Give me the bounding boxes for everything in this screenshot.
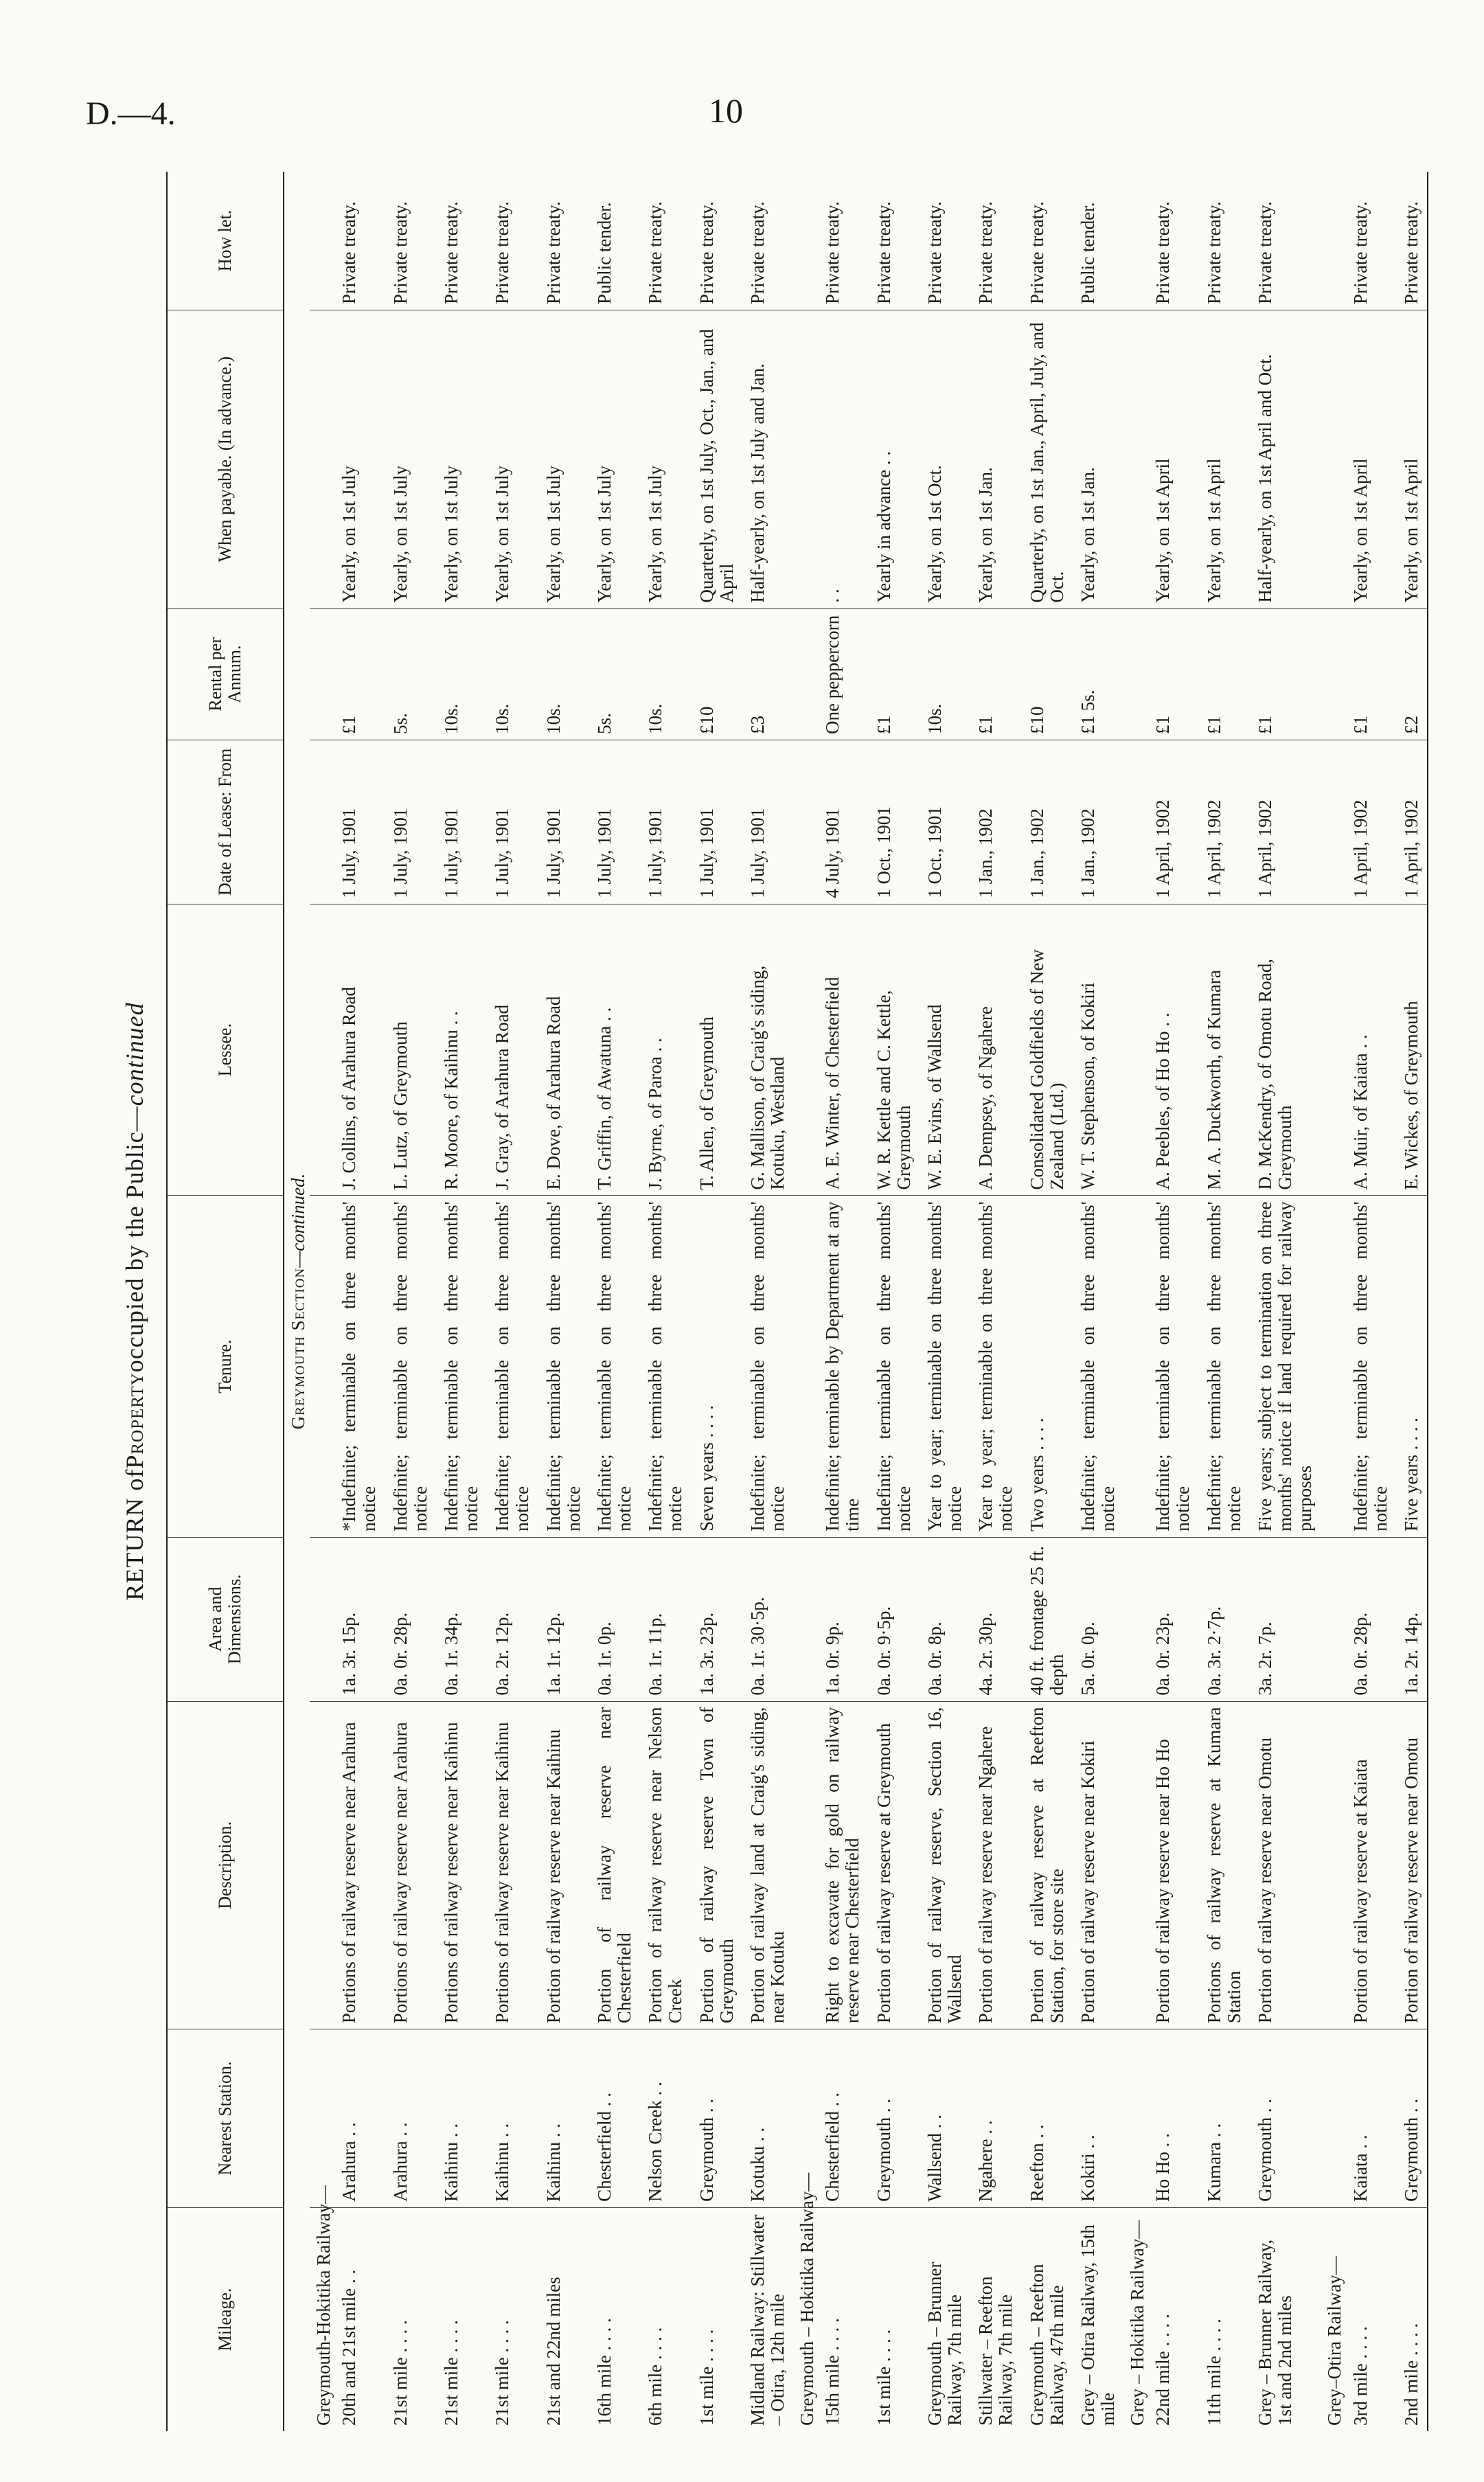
column-header: Nearest Station. bbox=[167, 2029, 284, 2208]
payable-cell: . . bbox=[817, 310, 868, 608]
rental-cell: £10 bbox=[1022, 608, 1073, 740]
column-header: When payable. (In advance.) bbox=[167, 310, 284, 608]
tenure-cell: Indefinite; terminable on three months' notice bbox=[538, 1196, 589, 1537]
area-cell: 0a. 0r. 28p. bbox=[385, 1537, 436, 1701]
mileage-cell: 1st mile . . . . bbox=[873, 2329, 894, 2426]
area-cell: 1a. 3r. 23p. bbox=[692, 1537, 742, 1701]
area-cell: 0a. 1r. 34p. bbox=[436, 1537, 487, 1701]
lessee-cell: A. Dempsey, of Ngahere bbox=[970, 904, 1021, 1196]
station-cell: Kokiri . . bbox=[1073, 2029, 1123, 2208]
date-cell: 1 April, 1902 bbox=[1396, 740, 1428, 904]
empty-cell bbox=[793, 310, 817, 608]
description-cell: Portion of railway reserve at Kaiata bbox=[1345, 1701, 1396, 2029]
mileage-cell: Greymouth – Brunner Railway, 7th mile bbox=[924, 2262, 966, 2426]
mileage-cell: 21st mile . . . . bbox=[440, 2320, 461, 2426]
table-row bbox=[1148, 172, 1198, 2431]
description-cell: Portion of railway reserve near Nelson Creek bbox=[640, 1701, 691, 2029]
empty-cell bbox=[1321, 1537, 1345, 1701]
area-cell: 1a. 1r. 12p. bbox=[538, 1537, 589, 1701]
empty-cell bbox=[1123, 1701, 1148, 2029]
mileage-cell: Midland Railway: Stillwater – Otira, 12th mile bbox=[746, 2214, 788, 2426]
date-cell: 1 April, 1902 bbox=[1148, 740, 1198, 904]
mileage-cell: 21st mile . . . . bbox=[389, 2320, 411, 2426]
date-cell: 1 July, 1901 bbox=[538, 740, 589, 904]
table-row bbox=[1250, 172, 1321, 2431]
rental-cell: £1 bbox=[970, 608, 1021, 740]
rental-cell: 10s. bbox=[436, 608, 487, 740]
station-cell: Nelson Creek . . bbox=[640, 2029, 691, 2208]
rental-cell: £2 bbox=[1396, 608, 1428, 740]
station-cell: Ngahere . . bbox=[970, 2029, 1021, 2208]
document-code: D.—4. bbox=[86, 95, 176, 132]
date-cell: 1 Jan., 1902 bbox=[1073, 740, 1123, 904]
payable-cell: Quarterly, on 1st Jan., April, July, and Oct. bbox=[1022, 310, 1073, 608]
empty-cell bbox=[310, 740, 334, 904]
empty-cell bbox=[1321, 1701, 1345, 2029]
payable-cell: Half-yearly, on 1st April and Oct. bbox=[1250, 310, 1321, 608]
tenure-cell: Year to year; terminable on three months' notice bbox=[920, 1196, 970, 1537]
date-cell: 1 April, 1902 bbox=[1199, 740, 1250, 904]
mileage-cell: 21st and 22nd miles bbox=[543, 2277, 564, 2426]
station-cell: Chesterfield . . bbox=[817, 2029, 868, 2208]
empty-cell bbox=[1123, 172, 1148, 310]
description-cell: Portion of railway reserve near Ho Ho bbox=[1148, 1701, 1198, 2029]
tenure-cell: *Indefinite; terminable on three months' notice bbox=[334, 1196, 385, 1537]
railway-group-label: Grey – Hokitika Railway— bbox=[1127, 2220, 1148, 2426]
column-header: Tenure. bbox=[167, 1196, 284, 1537]
payable-cell: Yearly, on 1st July bbox=[385, 310, 436, 608]
empty-cell bbox=[310, 310, 334, 608]
rental-cell: 5s. bbox=[385, 608, 436, 740]
tenure-cell: Indefinite; terminable on three months' notice bbox=[1199, 1196, 1250, 1537]
column-header: Area and Dimensions. bbox=[167, 1537, 284, 1701]
date-cell: 1 July, 1901 bbox=[385, 740, 436, 904]
area-cell: 0a. 1r. 0p. bbox=[589, 1537, 640, 1701]
empty-cell bbox=[1123, 1196, 1148, 1537]
payable-cell: Yearly, on 1st Oct. bbox=[920, 310, 970, 608]
empty-cell bbox=[1321, 1196, 1345, 1537]
date-cell: 1 July, 1901 bbox=[640, 740, 691, 904]
date-cell: 1 July, 1901 bbox=[436, 740, 487, 904]
station-cell: Kaihinu . . bbox=[538, 2029, 589, 2208]
empty-cell bbox=[310, 1196, 334, 1537]
description-cell: Portion of railway reserve at Greymouth bbox=[869, 1701, 920, 2029]
tenure-cell: Indefinite; terminable on three months' notice bbox=[640, 1196, 691, 1537]
column-header: Date of Lease: From bbox=[167, 740, 284, 904]
description-cell: Portion of railway reserve near Ngahere bbox=[970, 1701, 1021, 2029]
lessee-cell: E. Dove, of Arahura Road bbox=[538, 904, 589, 1196]
date-cell: 1 July, 1901 bbox=[692, 740, 742, 904]
table-row bbox=[640, 172, 691, 2431]
howlet-cell: Private treaty. bbox=[742, 172, 793, 310]
rental-cell: 10s. bbox=[640, 608, 691, 740]
tenure-cell: Five years; subject to termination on three months' notice if land required for railway purposes bbox=[1250, 1196, 1321, 1537]
lessee-cell: W. E. Evins, of Wallsend bbox=[920, 904, 970, 1196]
lessee-cell: G. Mallison, of Craig's siding, Kotuku, Westland bbox=[742, 904, 793, 1196]
lessee-cell: E. Wickes, of Greymouth bbox=[1396, 904, 1428, 1196]
lessee-cell: J. Byrne, of Paroa . . bbox=[640, 904, 691, 1196]
station-cell: Greymouth . . bbox=[1396, 2029, 1428, 2208]
table-row bbox=[970, 172, 1021, 2431]
rental-cell: £1 bbox=[869, 608, 920, 740]
mileage-cell: 22nd mile . . . . bbox=[1152, 2314, 1174, 2426]
railway-group-row bbox=[1123, 172, 1148, 2431]
section-continued: —continued. bbox=[288, 1173, 308, 1268]
description-cell: Portion of railway reserve near Omotu bbox=[1250, 1701, 1321, 2029]
payable-cell: Yearly, on 1st April bbox=[1345, 310, 1396, 608]
station-cell: Arahura . . bbox=[385, 2029, 436, 2208]
date-cell: 1 Jan., 1902 bbox=[1022, 740, 1073, 904]
table-row bbox=[385, 172, 436, 2431]
rental-cell: £1 bbox=[1345, 608, 1396, 740]
table-row bbox=[1073, 172, 1123, 2431]
railway-group-label: Greymouth-Hokitika Railway— bbox=[313, 2185, 334, 2426]
lessee-cell: J. Gray, of Arahura Road bbox=[487, 904, 538, 1196]
empty-cell bbox=[310, 904, 334, 1196]
table-row bbox=[1022, 172, 1073, 2431]
area-cell: 0a. 0r. 23p. bbox=[1148, 1537, 1198, 1701]
tenure-cell: Indefinite; terminable on three months' notice bbox=[436, 1196, 487, 1537]
lessee-cell: A. Muir, of Kaiata . . bbox=[1345, 904, 1396, 1196]
area-cell: 5a. 0r. 0p. bbox=[1073, 1537, 1123, 1701]
lessee-cell: A. E. Winter, of Chesterfield bbox=[817, 904, 868, 1196]
table-title bbox=[103, 172, 166, 2431]
empty-cell bbox=[1321, 172, 1345, 310]
howlet-cell: Private treaty. bbox=[1022, 172, 1073, 310]
area-cell: 0a. 1r. 11p. bbox=[640, 1537, 691, 1701]
empty-cell bbox=[793, 172, 817, 310]
railway-group-label: Grey–Otira Railway— bbox=[1324, 2256, 1345, 2426]
howlet-cell: Private treaty. bbox=[538, 172, 589, 310]
empty-cell bbox=[793, 904, 817, 1196]
area-cell: 0a. 0r. 8p. bbox=[920, 1537, 970, 1701]
tenure-cell: Indefinite; terminable on three months' notice bbox=[385, 1196, 436, 1537]
station-cell: Greymouth . . bbox=[692, 2029, 742, 2208]
rental-cell: £1 5s. bbox=[1073, 608, 1123, 740]
empty-cell bbox=[310, 608, 334, 740]
howlet-cell: Private treaty. bbox=[640, 172, 691, 310]
section-heading bbox=[284, 172, 310, 2431]
rental-cell: 10s. bbox=[487, 608, 538, 740]
date-cell: 1 April, 1902 bbox=[1250, 740, 1321, 904]
date-cell: 4 July, 1901 bbox=[817, 740, 868, 904]
howlet-cell: Private treaty. bbox=[436, 172, 487, 310]
column-header: Rental per Annum. bbox=[167, 608, 284, 740]
table-row bbox=[869, 172, 920, 2431]
description-cell: Portions of railway reserve near Kaihinu bbox=[487, 1701, 538, 2029]
column-header: Mileage. bbox=[167, 2207, 284, 2431]
table-row bbox=[1345, 172, 1396, 2431]
rental-cell: £1 bbox=[334, 608, 385, 740]
mileage-cell: 6th mile . . . . bbox=[645, 2327, 666, 2426]
tenure-cell: Five years . . . . bbox=[1396, 1196, 1428, 1537]
date-cell: 1 April, 1902 bbox=[1345, 740, 1396, 904]
table-row bbox=[692, 172, 742, 2431]
howlet-cell: Private treaty. bbox=[817, 172, 868, 310]
description-cell: Portion of railway reserve at Reefton Station, for store site bbox=[1022, 1701, 1073, 2029]
mileage-cell: 11th mile . . . . bbox=[1203, 2319, 1224, 2426]
description-cell: Portions of railway reserve at Kumara Station bbox=[1199, 1701, 1250, 2029]
payable-cell: Yearly, on 1st July bbox=[334, 310, 385, 608]
description-cell: Portion of railway reserve, Section 16, Wallsend bbox=[920, 1701, 970, 2029]
rental-cell: £10 bbox=[692, 608, 742, 740]
title-smallcaps: Property bbox=[121, 1372, 148, 1469]
howlet-cell: Private treaty. bbox=[869, 172, 920, 310]
mileage-cell: 20th and 21st mile . . bbox=[339, 2269, 360, 2426]
column-header: How let. bbox=[167, 172, 284, 310]
payable-cell: Half-yearly, on 1st July and Jan. bbox=[742, 310, 793, 608]
empty-cell bbox=[1123, 740, 1148, 904]
tenure-cell: Indefinite; terminable on three months' notice bbox=[487, 1196, 538, 1537]
payable-cell: Yearly, on 1st April bbox=[1396, 310, 1428, 608]
howlet-cell: Private treaty. bbox=[1345, 172, 1396, 310]
date-cell: 1 Oct., 1901 bbox=[920, 740, 970, 904]
description-cell: Portions of railway reserve near Kaihinu bbox=[436, 1701, 487, 2029]
description-cell: Portion of railway reserve near Kokiri bbox=[1073, 1701, 1123, 2029]
area-cell: 3a. 2r. 7p. bbox=[1250, 1537, 1321, 1701]
area-cell: 1a. 3r. 15p. bbox=[334, 1537, 385, 1701]
lessee-cell: D. McKendry, of Omotu Road, Greymouth bbox=[1250, 904, 1321, 1196]
lessee-cell: W. T. Stephenson, of Kokiri bbox=[1073, 904, 1123, 1196]
property-return-table bbox=[166, 172, 1428, 2431]
tenure-cell: Indefinite; terminable on three months' notice bbox=[1148, 1196, 1198, 1537]
date-cell: 1 July, 1901 bbox=[334, 740, 385, 904]
payable-cell: Yearly, on 1st Jan. bbox=[1073, 310, 1123, 608]
howlet-cell: Private treaty. bbox=[1148, 172, 1198, 310]
empty-cell bbox=[310, 172, 334, 310]
railway-group-row bbox=[310, 172, 334, 2431]
empty-cell bbox=[1123, 2029, 1148, 2208]
date-cell: 1 July, 1901 bbox=[589, 740, 640, 904]
howlet-cell: Private treaty. bbox=[385, 172, 436, 310]
empty-cell bbox=[793, 1537, 817, 1701]
payable-cell: Yearly, on 1st April bbox=[1148, 310, 1198, 608]
description-cell: Portions of railway reserve near Arahura bbox=[334, 1701, 385, 2029]
description-cell: Portion of railway reserve Town of Greymouth bbox=[692, 1701, 742, 2029]
howlet-cell: Private treaty. bbox=[1396, 172, 1428, 310]
area-cell: 1a. 0r. 9p. bbox=[817, 1537, 868, 1701]
table-body bbox=[284, 172, 1428, 2431]
table-row bbox=[538, 172, 589, 2431]
mileage-cell: Greymouth – Reefton Railway, 47th mile bbox=[1026, 2264, 1067, 2426]
howlet-cell: Private treaty. bbox=[920, 172, 970, 310]
howlet-cell: Private treaty. bbox=[970, 172, 1021, 310]
rental-cell: 10s. bbox=[538, 608, 589, 740]
description-cell: Right to excavate for gold on railway reserve near Chesterfield bbox=[817, 1701, 868, 2029]
mileage-cell: Grey – Brunner Railway, 1st and 2nd miles bbox=[1254, 2239, 1296, 2426]
rental-cell: £1 bbox=[1148, 608, 1198, 740]
station-cell: Wallsend . . bbox=[920, 2029, 970, 2208]
rental-cell: One peppercorn bbox=[817, 608, 868, 740]
empty-cell bbox=[1321, 904, 1345, 1196]
rental-cell: £1 bbox=[1250, 608, 1321, 740]
payable-cell: Yearly, on 1st Jan. bbox=[970, 310, 1021, 608]
mileage-cell: 15th mile . . . . bbox=[822, 2318, 843, 2426]
date-cell: 1 Jan., 1902 bbox=[970, 740, 1021, 904]
table-row bbox=[817, 172, 868, 2431]
payable-cell: Yearly, on 1st April bbox=[1199, 310, 1250, 608]
column-header: Description. bbox=[167, 1701, 284, 2029]
area-cell: 1a. 2r. 14p. bbox=[1396, 1537, 1428, 1701]
title-prefix: RETURN of bbox=[121, 1468, 148, 1601]
tenure-cell: Two years . . . . bbox=[1022, 1196, 1073, 1537]
tenure-cell: Year to year; terminable on three months' notice bbox=[970, 1196, 1021, 1537]
howlet-cell: Public tender. bbox=[1073, 172, 1123, 310]
empty-cell bbox=[1321, 310, 1345, 608]
mileage-cell: 1st mile . . . . bbox=[696, 2329, 717, 2426]
section-heading-row bbox=[284, 172, 310, 2431]
howlet-cell: Private treaty. bbox=[1250, 172, 1321, 310]
table-row bbox=[742, 172, 793, 2431]
date-cell: 1 Oct., 1901 bbox=[869, 740, 920, 904]
area-cell: 0a. 0r. 28p. bbox=[1345, 1537, 1396, 1701]
empty-cell bbox=[1123, 1537, 1148, 1701]
station-cell: Arahura . . bbox=[334, 2029, 385, 2208]
station-cell: Kotuku . . bbox=[742, 2029, 793, 2208]
table-row bbox=[920, 172, 970, 2431]
empty-cell bbox=[1123, 608, 1148, 740]
lessee-cell: Consolidated Goldfields of New Zealand (Ltd.) bbox=[1022, 904, 1073, 1196]
payable-cell: Yearly, on 1st July bbox=[640, 310, 691, 608]
station-cell: Greymouth . . bbox=[1250, 2029, 1321, 2208]
rental-cell: 10s. bbox=[920, 608, 970, 740]
payable-cell: Yearly, on 1st July bbox=[538, 310, 589, 608]
howlet-cell: Private treaty. bbox=[1199, 172, 1250, 310]
payable-cell: Yearly, on 1st July bbox=[589, 310, 640, 608]
howlet-cell: Private treaty. bbox=[334, 172, 385, 310]
station-cell: Ho Ho . . bbox=[1148, 2029, 1198, 2208]
area-cell: 0a. 2r. 12p. bbox=[487, 1537, 538, 1701]
tenure-cell: Indefinite; terminable on three months' notice bbox=[1345, 1196, 1396, 1537]
howlet-cell: Private treaty. bbox=[487, 172, 538, 310]
railway-group-row bbox=[1321, 172, 1345, 2431]
howlet-cell: Private treaty. bbox=[692, 172, 742, 310]
lessee-cell: J. Collins, of Arahura Road bbox=[334, 904, 385, 1196]
title-suffix: occupied by the Public— bbox=[121, 1106, 148, 1373]
area-cell: 0a. 1r. 30·5p. bbox=[742, 1537, 793, 1701]
area-cell: 0a. 3r. 2·7p. bbox=[1199, 1537, 1250, 1701]
table-row bbox=[436, 172, 487, 2431]
page-number: 10 bbox=[709, 91, 743, 130]
lessee-cell: R. Moore, of Kaihinu . . bbox=[436, 904, 487, 1196]
section-name: Greymouth Section bbox=[288, 1267, 308, 1430]
rental-cell: £3 bbox=[742, 608, 793, 740]
description-cell: Portion of railway reserve near Kaihinu bbox=[538, 1701, 589, 2029]
empty-cell bbox=[1123, 904, 1148, 1196]
payable-cell: Quarterly, on 1st July, Oct., Jan., and April bbox=[692, 310, 742, 608]
mileage-cell: 16th mile . . . . bbox=[593, 2318, 615, 2426]
station-cell: Kaihinu . . bbox=[487, 2029, 538, 2208]
description-cell: Portion of railway land at Craig's siding, near Kotuku bbox=[742, 1701, 793, 2029]
empty-cell bbox=[1321, 740, 1345, 904]
description-cell: Portion of railway reserve near Chesterfield bbox=[589, 1701, 640, 2029]
lessee-cell: T. Griffin, of Awatuna . . bbox=[589, 904, 640, 1196]
date-cell: 1 July, 1901 bbox=[742, 740, 793, 904]
area-cell: 4a. 2r. 30p. bbox=[970, 1537, 1021, 1701]
empty-cell bbox=[793, 1196, 817, 1537]
mileage-cell: 2nd mile . . . . bbox=[1396, 2207, 1428, 2431]
empty-cell bbox=[310, 1701, 334, 2029]
area-cell: 0a. 0r. 9·5p. bbox=[869, 1537, 920, 1701]
description-cell: Portion of railway reserve near Omotu bbox=[1396, 1701, 1428, 2029]
tenure-cell: Seven years . . . . bbox=[692, 1196, 742, 1537]
table-row bbox=[487, 172, 538, 2431]
empty-cell bbox=[310, 2029, 334, 2208]
mileage-cell: Grey – Otira Railway, 15th mile bbox=[1077, 2224, 1118, 2426]
station-cell: Kaihinu . . bbox=[436, 2029, 487, 2208]
tenure-cell: Indefinite; terminable on three months' notice bbox=[589, 1196, 640, 1537]
lessee-cell: W. R. Kettle and C. Kettle, Greymouth bbox=[869, 904, 920, 1196]
payable-cell: Yearly, on 1st July bbox=[436, 310, 487, 608]
empty-cell bbox=[1321, 2029, 1345, 2208]
date-cell: 1 July, 1901 bbox=[487, 740, 538, 904]
lessee-cell: A. Peebles, of Ho Ho . . bbox=[1148, 904, 1198, 1196]
title-italic: continued bbox=[121, 1002, 148, 1106]
table-row bbox=[589, 172, 640, 2431]
lessee-cell: L. Lutz, of Greymouth bbox=[385, 904, 436, 1196]
empty-cell bbox=[1123, 310, 1148, 608]
station-cell: Greymouth . . bbox=[869, 2029, 920, 2208]
station-cell: Kumara . . bbox=[1199, 2029, 1250, 2208]
railway-group-row bbox=[793, 172, 817, 2431]
column-header-row bbox=[167, 172, 284, 2431]
lessee-cell: M. A. Duckworth, of Kumara bbox=[1199, 904, 1250, 1196]
empty-cell bbox=[793, 1701, 817, 2029]
rental-cell: 5s. bbox=[589, 608, 640, 740]
station-cell: Chesterfield . . bbox=[589, 2029, 640, 2208]
tenure-cell: Indefinite; terminable on three months' notice bbox=[742, 1196, 793, 1537]
empty-cell bbox=[1321, 608, 1345, 740]
howlet-cell: Public tender. bbox=[589, 172, 640, 310]
mileage-cell: 3rd mile . . . . bbox=[1349, 2326, 1371, 2426]
station-cell: Reefton . . bbox=[1022, 2029, 1073, 2208]
railway-group-label: Greymouth – Hokitika Railway— bbox=[797, 2172, 818, 2426]
tenure-cell: Indefinite; terminable on three months' notice bbox=[869, 1196, 920, 1537]
payable-cell: Yearly, on 1st July bbox=[487, 310, 538, 608]
table-row bbox=[334, 172, 385, 2431]
area-cell: 40 ft. frontage 25 ft. depth bbox=[1022, 1537, 1073, 1701]
payable-cell: Yearly in advance . . bbox=[869, 310, 920, 608]
column-header: Lessee. bbox=[167, 904, 284, 1196]
empty-cell bbox=[310, 1537, 334, 1701]
description-cell: Portions of railway reserve near Arahura bbox=[385, 1701, 436, 2029]
mileage-cell: Stillwater – Reefton Railway, 7th mile bbox=[975, 2276, 1016, 2426]
tenure-cell: Indefinite; terminable on three months' notice bbox=[1073, 1196, 1123, 1537]
table-row bbox=[1396, 172, 1428, 2431]
tenure-cell: Indefinite; terminable by Department at any time bbox=[817, 1196, 868, 1537]
empty-cell bbox=[793, 608, 817, 740]
lessee-cell: T. Allen, of Greymouth bbox=[692, 904, 742, 1196]
table-row bbox=[1199, 172, 1250, 2431]
mileage-cell: 21st mile . . . . bbox=[492, 2320, 513, 2426]
station-cell: Kaiata . . bbox=[1345, 2029, 1396, 2208]
rotated-table-page bbox=[103, 172, 1422, 2431]
rental-cell: £1 bbox=[1199, 608, 1250, 740]
empty-cell bbox=[793, 740, 817, 904]
